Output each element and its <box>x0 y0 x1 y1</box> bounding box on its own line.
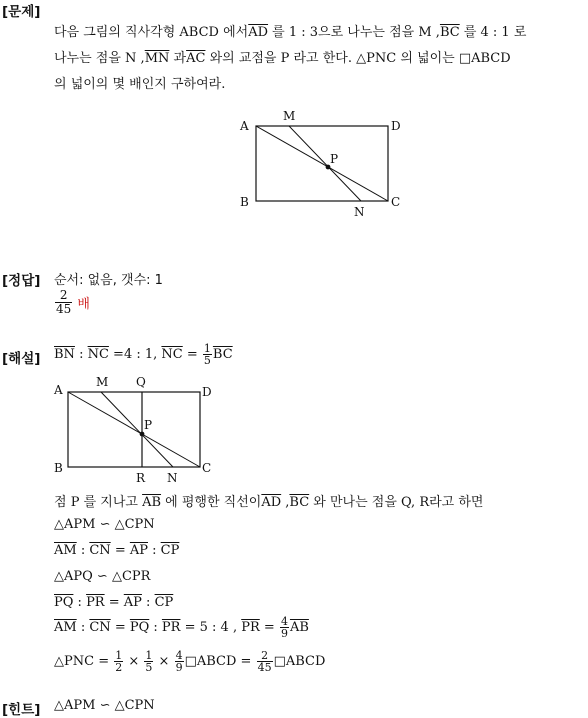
point-n-label: N <box>354 205 365 219</box>
problem-text: 나누는 점을 N , <box>54 51 145 66</box>
problem-text: 를 4 : 1 로 <box>459 25 527 40</box>
point-n-label: N <box>167 471 178 484</box>
answer-value <box>54 289 90 316</box>
segment-am: $\overline{AM}$ <box>54 620 77 635</box>
solution-text: △PNC = <box>54 654 114 669</box>
segment-ad: $\overline{AD}$ <box>261 495 282 510</box>
problem-label: [문제] <box>2 4 41 20</box>
fraction <box>175 650 184 673</box>
answer-fraction <box>55 289 72 316</box>
diagonal-ac <box>256 126 388 201</box>
segment-ap: $\overline{AP}$ <box>129 543 148 558</box>
segment-cp: $\overline{CP}$ <box>154 595 174 610</box>
denominator: 9 <box>280 627 288 640</box>
segment-pq: $\overline{PQ}$ <box>129 620 150 635</box>
solution-text: 와 만나는 점을 Q, R라고 하면 <box>309 495 484 510</box>
colon: : <box>149 620 162 635</box>
numerator: 1 <box>145 649 153 662</box>
problem-line-1 <box>54 21 526 40</box>
segment-ap: $\overline{AP}$ <box>123 595 142 610</box>
solution-line-7 <box>54 616 309 639</box>
point-r-label: R <box>136 471 146 484</box>
segment-cp: $\overline{CP}$ <box>160 543 180 558</box>
colon: : <box>141 595 155 610</box>
solution-label: [해설] <box>2 351 41 367</box>
segment-mn-line <box>101 392 173 467</box>
ratio-text: = 5 : 4 , <box>180 620 242 635</box>
denominator: 9 <box>175 661 183 674</box>
colon: : <box>73 595 87 610</box>
solution-line-3: △APM ∽ △CPN <box>54 517 155 532</box>
denominator: 5 <box>203 354 211 367</box>
problem-figure <box>236 108 408 222</box>
vertex-a-label: A <box>54 383 63 397</box>
answer-unit: 배 <box>77 297 90 312</box>
answer-numerator: 2 <box>55 289 72 303</box>
segment-ad: $\overline{AD}$ <box>248 25 269 40</box>
solution-figure <box>50 372 220 484</box>
numerator: 4 <box>175 649 183 662</box>
times: × <box>124 654 144 669</box>
vertex-a-label: A <box>240 119 249 133</box>
vertex-d-label: D <box>202 385 212 399</box>
segment-mn-line <box>289 126 361 201</box>
problem-text: 를 1 : 3으로 나누는 점을 M , <box>268 25 440 40</box>
diagonal-ac <box>68 392 200 467</box>
point-q-label: Q <box>136 375 146 389</box>
segment-ab: $\overline{AB}$ <box>142 495 162 510</box>
segment-ab: $\overline{AB}$ <box>289 620 309 635</box>
point-m-label: M <box>283 109 296 123</box>
vertex-b-label: B <box>240 195 249 209</box>
denominator: 5 <box>145 661 153 674</box>
problem-text: 다음 그림의 직사각형 ABCD 에서 <box>54 25 249 40</box>
vertex-c-label: C <box>202 461 212 475</box>
segment-pr: $\overline{PR}$ <box>241 620 260 635</box>
problem-line-3: 의 넓이의 몇 배인지 구하여라. <box>54 77 226 92</box>
segment-pq: $\overline{PQ}$ <box>54 595 74 610</box>
segment-cn: $\overline{CN}$ <box>89 543 111 558</box>
segment-ac: $\overline{AC}$ <box>186 51 206 66</box>
answer-denominator: 45 <box>56 302 72 316</box>
problem-text: 과 <box>169 51 187 66</box>
fraction-four-ninths <box>280 616 289 639</box>
numerator: 4 <box>280 615 288 628</box>
answer-meta: 순서: 없음, 갯수: 1 <box>54 273 163 288</box>
hint-text: △APM ∽ △CPN <box>54 698 155 713</box>
solution-text: 점 P 를 지나고 <box>54 495 143 510</box>
problem-line-2 <box>54 47 511 66</box>
segment-bc: $\overline{BC}$ <box>289 495 310 510</box>
segment-bc: $\overline{BC}$ <box>212 347 233 362</box>
fraction <box>114 650 123 673</box>
ratio-text: =4 : 1, <box>108 347 162 362</box>
numerator: 1 <box>203 342 211 355</box>
colon: : <box>76 620 90 635</box>
point-p-label: P <box>144 418 153 432</box>
vertex-c-label: C <box>391 195 401 209</box>
solution-line-6 <box>54 595 173 610</box>
point-p-label: P <box>330 152 339 166</box>
segment-bc: $\overline{BC}$ <box>439 25 460 40</box>
segment-pr: $\overline{PR}$ <box>161 620 181 635</box>
answer-label: [정답] <box>2 273 41 289</box>
colon: : <box>74 347 88 362</box>
colon: : <box>76 543 90 558</box>
segment-bn: $\overline{BN}$ <box>54 347 75 362</box>
point-p <box>140 432 145 437</box>
colon: : <box>148 543 161 558</box>
segment-nc: $\overline{NC}$ <box>87 347 109 362</box>
solution-line-4 <box>54 543 179 558</box>
equals: = <box>259 620 279 635</box>
fraction-one-fifth <box>203 343 212 366</box>
solution-line-2 <box>54 491 483 510</box>
equals: = <box>110 543 130 558</box>
equals: = <box>110 620 130 635</box>
numerator: 2 <box>257 650 273 662</box>
times: × <box>154 654 174 669</box>
solution-text: , <box>281 495 290 510</box>
segment-nc: $\overline{NC}$ <box>161 347 183 362</box>
solution-text: □ABCD = <box>184 654 256 669</box>
point-m-label: M <box>96 375 109 389</box>
solution-line-8 <box>54 650 325 673</box>
problem-text: 와의 교점을 P 라고 한다. △PNC 의 넓이는 □ABCD <box>205 51 511 66</box>
vertex-b-label: B <box>54 461 63 475</box>
hint-label: [힌트] <box>2 702 41 718</box>
fraction <box>144 650 153 673</box>
vertex-d-label: D <box>391 119 401 133</box>
segment-am: $\overline{AM}$ <box>54 543 77 558</box>
denominator: 2 <box>115 661 123 674</box>
segment-cn: $\overline{CN}$ <box>89 620 111 635</box>
solution-line-1 <box>54 343 233 366</box>
equals: = <box>182 347 202 362</box>
denominator: 45 <box>257 661 272 674</box>
solution-text: 에 평행한 직선이 <box>161 495 262 510</box>
solution-line-5: △APQ ∽ △CPR <box>54 569 151 584</box>
numerator: 1 <box>115 649 123 662</box>
solution-text: □ABCD <box>273 654 326 669</box>
segment-mn: $\overline{MN}$ <box>144 51 170 66</box>
segment-pr: $\overline{PR}$ <box>86 595 105 610</box>
equals: = <box>104 595 124 610</box>
fraction <box>257 650 273 673</box>
